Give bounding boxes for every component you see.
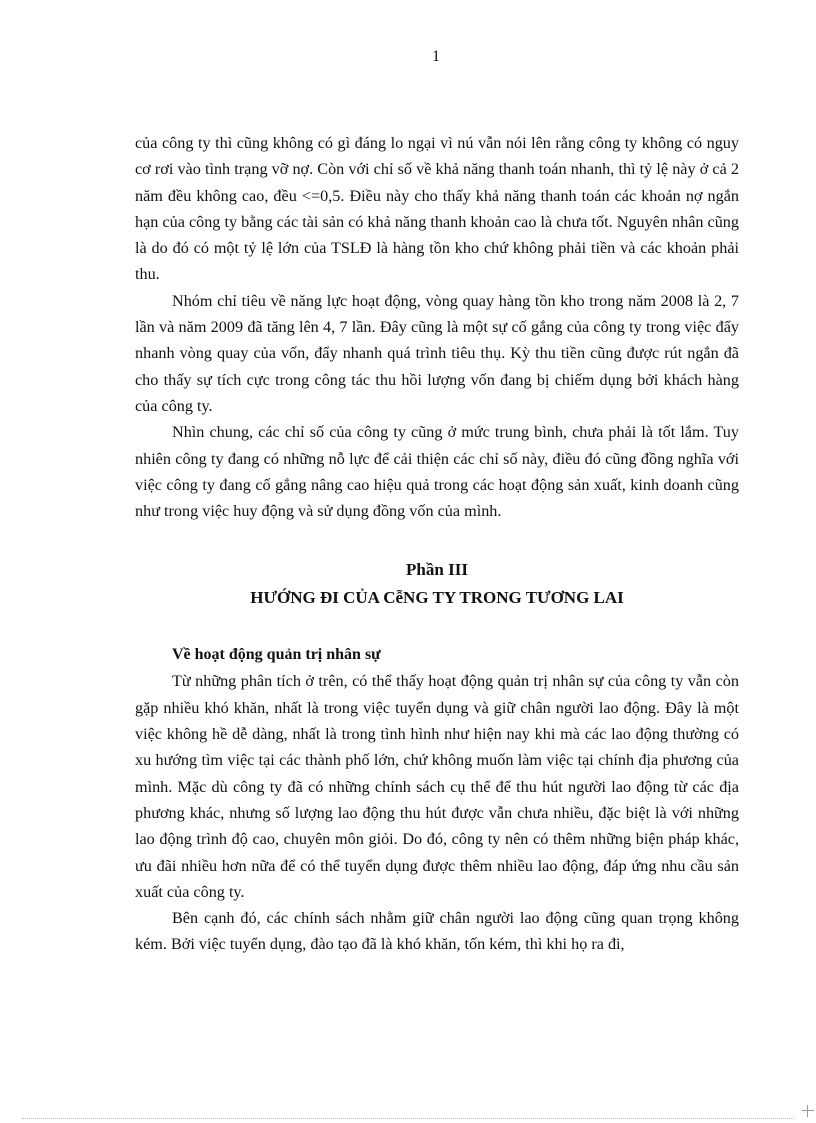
page-bottom-divider <box>22 1118 794 1119</box>
crosshair-icon <box>802 1105 814 1117</box>
section-heading <box>135 556 739 612</box>
subsection-heading: Về hoạt động quản trị nhân sự <box>172 646 381 664</box>
paragraph-liquidity: của công ty thì cũng không có gì đáng lo ngại vì nú vẫn nói lên rằng công ty không có nguy cơ rơi vào tình trạng vỡ nợ. Còn với chỉ số về khả năng thanh toán nhanh, thì tỷ lệ này ở cả 2 năm đều không cao, đều <=0,5. Điều này cho thấy khả năng thanh toán các khoản nợ ngắn hạn của công ty bằng các tài sản có khả năng thanh khoản cao là chưa tốt. Nguyên nhân cũng là do đó có một tỷ lệ lớn của TSLĐ là hàng tồn kho chứ không phải tiền và các khoản phải thu. <box>135 134 739 284</box>
section-part-label: Phần III <box>406 560 468 580</box>
paragraph-retention: Bên cạnh đó, các chính sách nhằm giữ chân người lao động cũng quan trọng không kém. Bởi việc tuyển dụng, đào tạo đã là khó khăn, tốn kém, thì khi họ ra đi, <box>135 909 739 954</box>
document-body <box>135 130 739 958</box>
paragraph-activity-ratios: Nhóm chỉ tiêu về năng lực hoạt động, vòng quay hàng tồn kho trong năm 2008 là 2, 7 lần và năm 2009 đã tăng lên 4, 7 lần. Đây cũng là một sự cố gắng của công ty trong việc đẩy nhanh vòng quay của vốn, đẩy nhanh quá trình tiêu thụ. Kỳ thu tiền cũng được rút ngắn đã cho thấy sự tích cực trong công tác thu hồi lượng vốn đang bị chiếm dụng bởi khách hàng của công ty. <box>135 291 739 415</box>
paragraph-hr-analysis: Từ những phân tích ở trên, có thể thấy hoạt động quản trị nhân sự của công ty vẫn còn gặp nhiều khó khăn, nhất là trong việc tuyển dụng và giữ chân người lao động. Đây là một việc không hề dễ dàng, nhất là trong tình hình như hiện nay khi mà các lao động thường có xu hướng tìm việc tại các thành phố lớn, chứ không muốn làm việc tại chính địa phương của mình. Mặc dù công ty đã có những chính sách cụ thể để thu hút người lao động từ các địa phương khác, nhưng số lượng lao động thu hút được vẫn chưa nhiều, đặc biệt là với những lao động trình độ cao, chuyên môn giỏi. Do đó, công ty nên có thêm những biện pháp khác, ưu đãi nhiều hơn nữa để có thể tuyển dụng được thêm nhiều lao động, đáp ứng nhu cầu sản xuất của công ty. <box>135 672 739 901</box>
section-title: HƯỚNG ĐI CỦA CễNG TY TRONG TƯƠNG LAI <box>250 588 624 608</box>
paragraph-summary: Nhìn chung, các chỉ số của công ty cũng ở mức trung bình, chưa phải là tốt lắm. Tuy nhiên công ty đang có những nỗ lực để cải thiện các chỉ số này, điều đó cũng đồng nghĩa với việc công ty đang cố gắng nâng cao hiệu quả trong các hoạt động sản xuất, kinh doanh cũng như trong việc huy động và sử dụng đồng vốn của mình. <box>135 423 739 521</box>
page-number: 1 <box>432 48 440 65</box>
